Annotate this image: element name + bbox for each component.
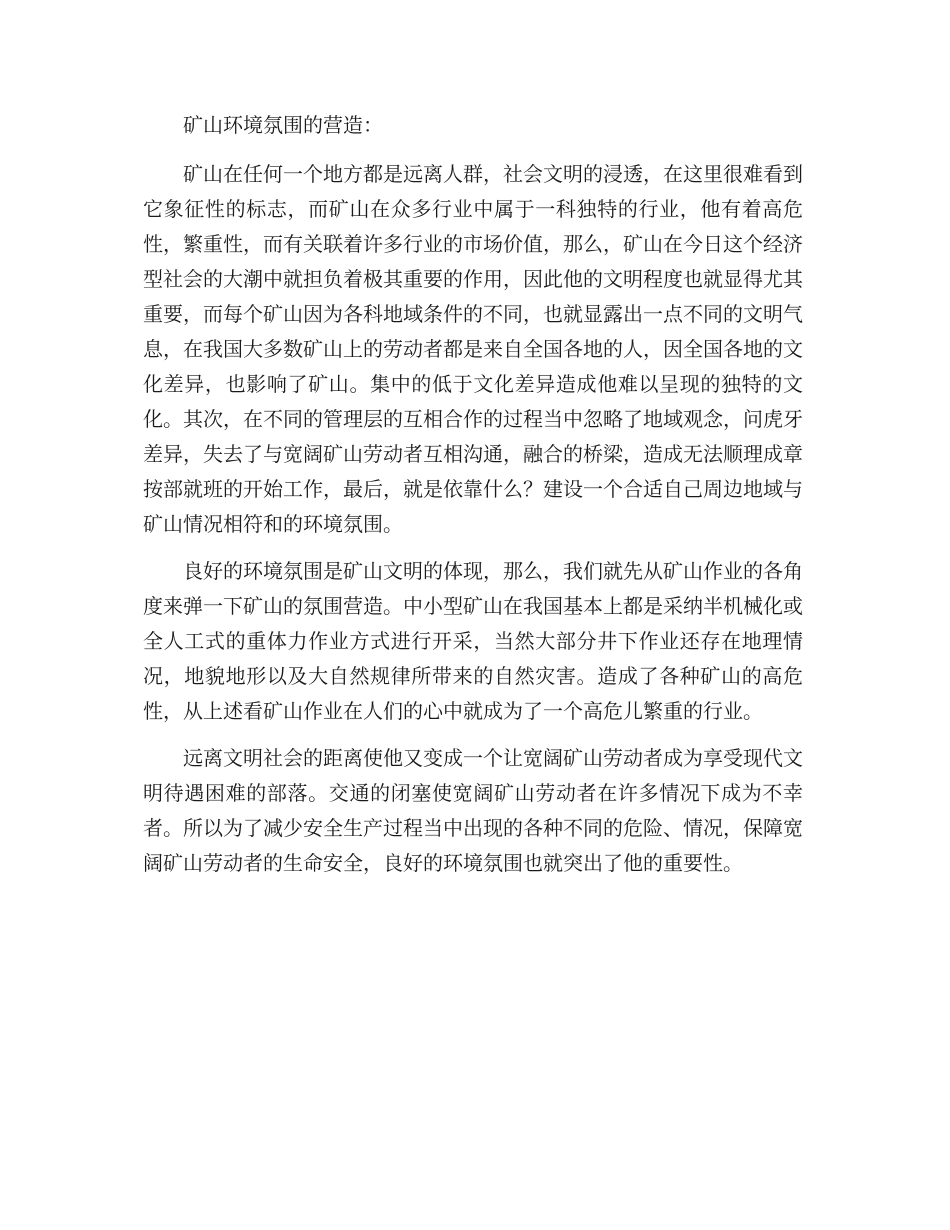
paragraph-1: 矿山在任何一个地方都是远离人群，社会文明的浸透，在这里很难看到它象征性的标志，而矿山在众多行业中属于一科独特的行业，他有着高危性，繁重性，而有关联着许多行业的市场价值，那么，矿山在今日这个经济型社会的大潮中就担负着极其重要的作用，因此他的文明程度也就显得尤其重要，而每个矿山因为各科地域条件的不同，也就显露出一点不同的文明气息，在我国大多数矿山上的劳动者都是来自全国各地的人，因全国各地的文化差异，也影响了矿山。集中的低于文化差异造成他难以呈现的独特的文化。其次，在不同的管理层的互相合作的过程当中忽略了地域观念，问虎牙差异，失去了与宽阔矿山劳动者互相沟通，融合的桥梁，造成无法顺理成章按部就班的开始工作，最后，就是依靠什么？建设一个合适自己周边地域与矿山情况相符和的环境氛围。 <box>143 162 803 536</box>
paragraph-2: 良好的环境氛围是矿山文明的体现，那么，我们就先从矿山作业的各角度来弹一下矿山的氛围营造。中小型矿山在我国基本上都是采纳半机械化或全人工式的重体力作业方式进行开采，当然大部分井下作业还存在地理情况，地貌地形以及大自然规律所带来的自然灾害。造成了各种矿山的高危性，从上述看矿山作业在人们的心中就成为了一个高危儿繁重的行业。 <box>143 559 803 723</box>
section-heading: 矿山环境氛围的营造： <box>183 113 383 137</box>
paragraph-3: 远离文明社会的距离使他又变成一个让宽阔矿山劳动者成为享受现代文明待遇困难的部落。交通的闭塞使宽阔矿山劳动者在许多情况下成为不幸者。所以为了减少安全生产过程当中出现的各种不同的危险、情况，保障宽阔矿山劳动者的生命安全，良好的环境氛围也就突出了他的重要性。 <box>143 746 803 875</box>
document-body <box>143 108 803 881</box>
